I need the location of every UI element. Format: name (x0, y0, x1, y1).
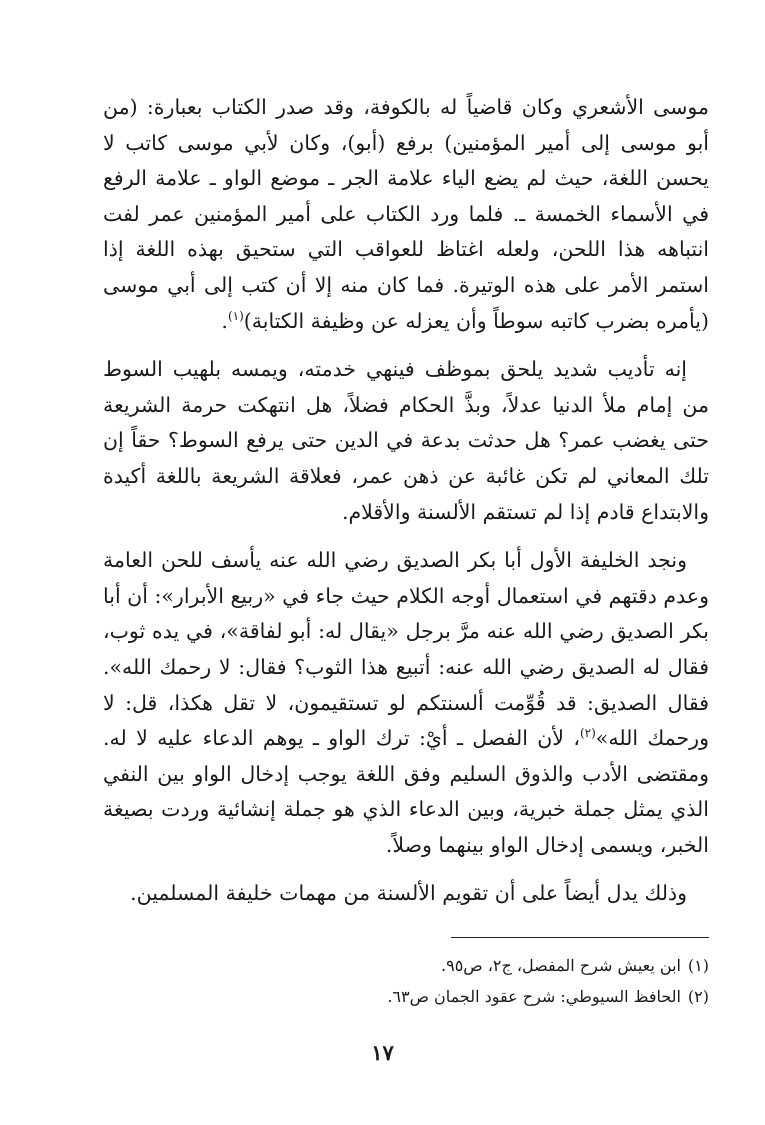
footnote-1-number: (١) (687, 956, 709, 975)
paragraph-3-text: ونجد الخليفة الأول أبا بكر الصديق رضي الله عنه يأسف للحن العامة وعدم دقتهم في استعمال أوجه الكلام حيث جاء في «ربيع الأبرار»: أن أبا بكر الصديق رضي الله عنه مرَّ برجل «يقال له: أبو لفاقة»، في يده ثوب، فقال له الصديق رضي الله عنه: أتبيع هذا الثوب؟ فقال: لا رحمك الله». فقال الصديق: قد قُوِّمت ألسنتكم لو تستقيمون، لا تقل هكذا، قل: لا ورحمك الله» (103, 548, 709, 751)
footnotes (103, 950, 709, 1012)
footnote-ref-2[interactable]: (٢) (579, 726, 596, 741)
footnote-divider (451, 937, 709, 938)
paragraph-3 (103, 543, 709, 863)
paragraph-4-text: وذلك يدل أيضاً على أن تقويم الألسنة من مهمات خليفة المسلمين. (130, 881, 687, 906)
paragraph-1-tail: . (221, 308, 228, 333)
page-body (103, 90, 709, 912)
footnote-2 (103, 981, 709, 1012)
paragraph-2 (103, 352, 709, 530)
paragraph-4 (103, 876, 709, 912)
footnote-2-number: (٢) (687, 987, 709, 1006)
footnote-1-text: ابن يعيش شرح المفصل، ج٢، ص٩٥. (441, 956, 681, 975)
paragraph-1-text: موسى الأشعري وكان قاضياً له بالكوفة، وقد صدر الكتاب بعبارة: (من أبو موسى إلى أمير المؤمنين) برفع (أبو)، وكان لأبي موسى كاتب لا يحسن اللغة، حيث لم يضع الياء علامة الجر ـ موضع الواو ـ علامة الرفع في الأسماء الخمسة ـ. فلما ورد الكتاب على أمير المؤمنين عمر لفت انتباهه هذا اللحن، ولعله اغتاظ للعواقب التي ستحيق بهذه اللغة إذا استمر الأمر على هذه الوتيرة. فما كان منه إلا أن كتب إلى أبي موسى (يأمره بضرب كاتبه سوطاً وأن يعزله عن وظيفة الكتابة) (103, 95, 709, 333)
footnote-1 (103, 950, 709, 981)
page-number: ١٧ (371, 1040, 394, 1065)
paragraph-3-tail: ، لأن الفصل ـ أيْ: ترك الواو ـ يوهم الدعاء عليه لا له. ومقتضى الأدب والذوق السليم وفق اللغة يوجب إدخال الواو بين النفي الذي يمثل جملة خبرية، وبين الدعاء الذي هو جملة إنشائية وردت بصيغة الخبر، ويسمى إدخال الواو بينهما وصلاً. (103, 726, 709, 857)
paragraph-1 (103, 90, 709, 339)
paragraph-2-text: إنه تأديب شديد يلحق بموظف فينهي خدمته، ويمسه بلهيب السوط من إمام ملأ الدنيا عدلاً، وبذَّ الحكام فضلاً، هل انتهكت حرمة الشريعة حتى يغضب عمر؟ هل حدثت بدعة في الدين حتى يرفع السوط؟ حقاً إن تلك المعاني لم تكن غائبة عن ذهن عمر، فعلاقة الشريعة باللغة أكيدة والابتداع قادم إذا لم تستقم الألسنة والأقلام. (103, 357, 709, 524)
footnote-2-text: الحافظ السيوطي: شرح عقود الجمان ص٦٣. (387, 987, 681, 1006)
footnote-ref-1[interactable]: (١) (227, 308, 244, 323)
